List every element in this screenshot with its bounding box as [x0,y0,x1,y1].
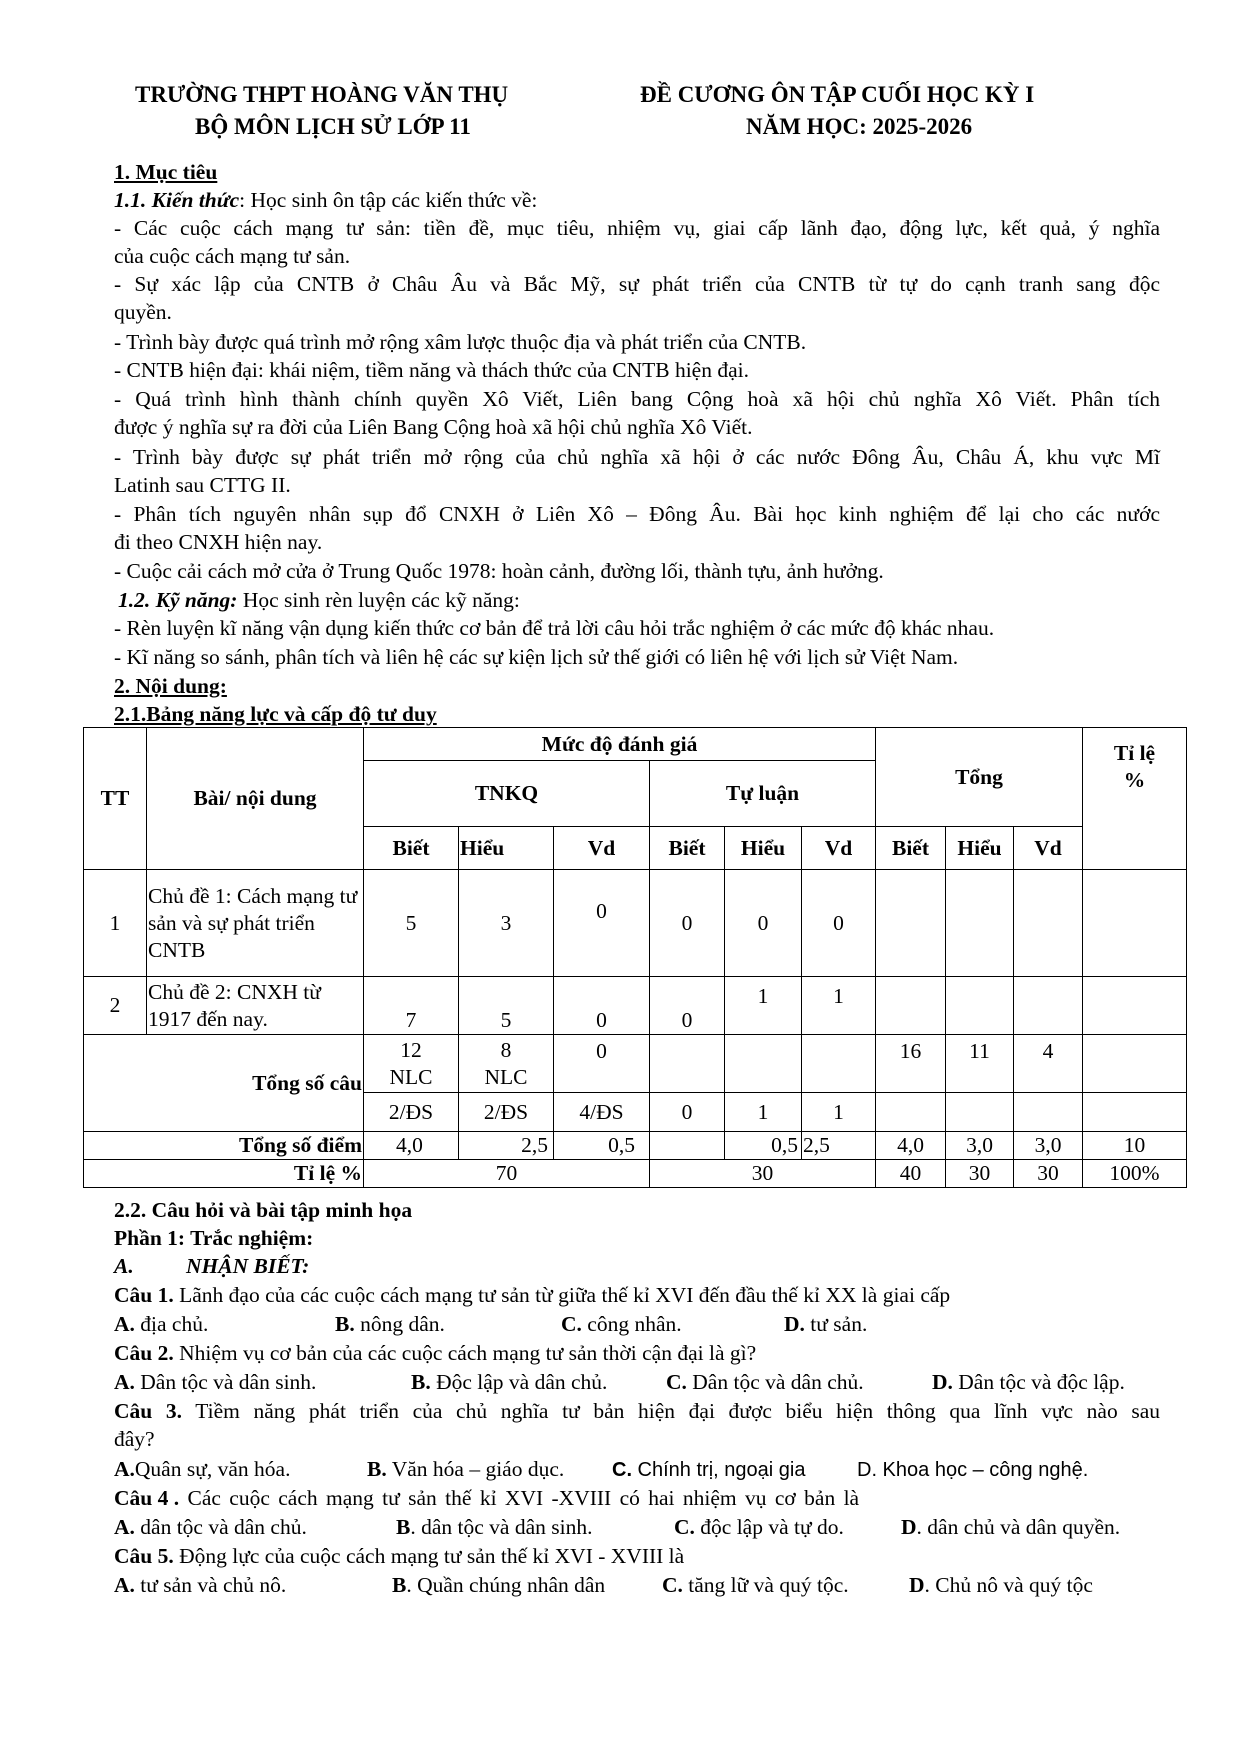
school-name: TRƯỜNG THPT HOÀNG VĂN THỤ [135,82,509,107]
header-biet: Biết [650,827,725,870]
question-3 [114,1397,1160,1425]
cell: 4 [1014,1035,1083,1093]
cell: 70 [364,1160,650,1188]
option-d: D. dân chủ và dân quyền. [901,1515,1121,1539]
objective-line: - Các cuộc cách mạng tư sản: tiền đề, mục tiêu, nhiệm vụ, giai cấp lãnh đạo, động lực, kết quả, ý nghĩa [114,216,1160,240]
option-a: A. tư sản và chủ nô. [114,1573,287,1597]
ratio-label: Tỉ lệ % [84,1160,364,1188]
question-text: Lãnh đạo của các cuộc cách mạng tư sản từ giữa thế kỉ XVI đến đầu thế kỉ XX là giai cấp [173,1283,951,1307]
option-a: A. địa chủ. [114,1312,209,1336]
cell: 0 [725,870,802,977]
cell: 1 [725,977,802,1035]
option-d: D. Khoa học – công nghệ. [857,1459,1089,1481]
option-b: B. Độc lập và dân chủ. [411,1370,608,1394]
header-content: Bài/ nội dung [147,728,364,870]
cell: 2/ĐS [364,1093,459,1132]
question-text: Các cuộc cách mạng tư sản thế kỉ XVI -XVIII có hai nhiệm vụ cơ bản là [179,1486,860,1510]
header-essay: Tự luận [650,761,876,827]
question-5 [114,1542,1160,1570]
option-a: A. dân tộc và dân chủ. [114,1515,307,1539]
cell: 12 NLC [364,1035,459,1093]
table-row [84,977,1187,1035]
header-hieu: Hiểu [459,827,554,870]
cell: 0 [802,870,876,977]
table-row [84,1035,1187,1093]
option-d: D. tư sản. [784,1312,868,1336]
cell: 16 [876,1035,946,1093]
objective-line: - Trình bày được quá trình mở rộng xâm lược thuộc địa và phát triển của CNTB. [114,330,807,354]
header-hieu: Hiểu [946,827,1014,870]
question-3-cont: đây? [114,1427,155,1451]
header-biet: Biết [364,827,459,870]
level-text: NHẬN BIẾT: [186,1254,310,1278]
objective-line: - Sự xác lập của CNTB ở Châu Âu và Bắc Mỹ, sự phát triển của CNTB từ tự do cạnh tranh sang độc [114,272,1160,296]
school-year: NĂM HỌC: 2025-2026 [746,114,973,139]
option-a: A.Quân sự, văn hóa. [114,1457,291,1481]
header-biet: Biết [876,827,946,870]
knowledge-label: 1.1. Kiến thức [114,188,240,212]
question-number: Câu 3. [114,1399,182,1423]
question-4 [114,1484,1160,1512]
skill-line: - Rèn luyện kĩ năng vận dụng kiến thức cơ bản để trả lời câu hỏi trắc nghiệm ở các mức độ khác nhau. [114,616,995,640]
section-1-title: 1. Mục tiêu [114,160,218,184]
option-b: B. Quần chúng nhân dân [392,1573,606,1597]
total-questions-label: Tổng số câu [84,1035,364,1132]
table-title: 2.1.Bảng năng lực và cấp độ tư duy [114,702,437,726]
cell: 0,5 [554,1132,650,1160]
question-1 [114,1281,1160,1309]
option-b: B. nông dân. [335,1312,445,1336]
option-d: D. Chủ nô và quý tộc [909,1573,1093,1597]
objective-line: - Quá trình hình thành chính quyền Xô Viết, Liên bang Cộng hoà xã hội chủ nghĩa Xô Viết. Phân tích [114,387,1160,411]
table-row [84,870,1187,977]
question-number: Câu 4 . [114,1486,180,1510]
option-a: A. Dân tộc và dân sinh. [114,1370,317,1394]
objective-line: đi theo CNXH hiện nay. [114,530,323,554]
objective-line: - CNTB hiện đại: khái niệm, tiềm năng và thách thức của CNTB hiện đại. [114,358,749,382]
row2-tt: 2 [84,977,147,1035]
document-title: ĐỀ CƯƠNG ÔN TẬP CUỐI HỌC KỲ I [640,82,1035,107]
cell: 0 [650,1093,725,1132]
header-vd: Vd [802,827,876,870]
level-letter: A. [114,1254,134,1278]
part-1-title: Phần 1: Trắc nghiệm: [114,1226,314,1250]
cell: 30 [946,1160,1014,1188]
cell: 0,5 [725,1132,802,1160]
option-c: C. tăng lữ và quý tộc. [662,1573,849,1597]
header-vd: Vd [554,827,650,870]
table-row [84,1132,1187,1160]
cell: 4,0 [364,1132,459,1160]
skills-intro: Học sinh rèn luyện các kỹ năng: [237,588,520,612]
cell: 4/ĐS [554,1093,650,1132]
cell: 7 [364,977,459,1035]
cell: 0 [554,870,650,977]
question-number: Câu 5. [114,1544,174,1568]
cell: 0 [554,1035,650,1093]
row1-tt: 1 [84,870,147,977]
cell: 5 [459,977,554,1035]
objective-line: - Phân tích nguyên nhân sụp đổ CNXH ở Liên Xô – Đông Âu. Bài học kinh nghiệm để lại cho các nước [114,502,1160,526]
row1-content: Chủ đề 1: Cách mạng tư sản và sự phát triển CNTB [147,870,364,977]
option-c: C. Chính trị, ngoại gia [612,1459,806,1481]
cell: 10 [1083,1132,1187,1160]
option-b: B. dân tộc và dân sinh. [396,1515,593,1539]
section-2-2-title: 2.2. Câu hỏi và bài tập minh họa [114,1198,413,1222]
question-text: Động lực của cuộc cách mạng tư sản thế kỉ XVI - XVIII là [173,1544,685,1568]
cell: 8 NLC [459,1035,554,1093]
option-d: D. Dân tộc và độc lập. [932,1370,1125,1394]
header-hieu: Hiểu [725,827,802,870]
objective-line: được ý nghĩa sự ra đời của Liên Bang Cộng hoà xã hội chủ nghĩa Xô Viết. [114,415,753,439]
option-c: C. độc lập và tự do. [674,1515,844,1539]
skills-label: 1.2. Kỹ năng: [118,588,238,612]
cell: 0 [554,977,650,1035]
question-number: Câu 2. [114,1341,174,1365]
cell: 3,0 [1014,1132,1083,1160]
question-2 [114,1339,1160,1367]
cell: 30 [1014,1160,1083,1188]
cell: 11 [946,1035,1014,1093]
header-vd: Vd [1014,827,1083,870]
row2-content: Chủ đề 2: CNXH từ 1917 đến nay. [147,977,364,1035]
question-number: Câu 1. [114,1283,174,1307]
cell: 0 [650,977,725,1035]
option-c: C. công nhân. [561,1312,682,1336]
cell: 1 [725,1093,802,1132]
cell: 1 [802,1093,876,1132]
objective-line: quyền. [114,300,172,324]
option-c: C. Dân tộc và dân chủ. [666,1370,864,1394]
question-text: Nhiệm vụ cơ bản của các cuộc cách mạng tư sản thời cận đại là gì? [173,1341,757,1365]
section-2-title: 2. Nội dung: [114,674,227,698]
cell: 2/ĐS [459,1093,554,1132]
objective-line: của cuộc cách mạng tư sản. [114,244,351,268]
knowledge-heading [114,186,1160,214]
total-points-label: Tổng số điểm [84,1132,364,1160]
level-heading [114,1252,1160,1280]
cell: 5 [364,870,459,977]
objective-line: - Trình bày được sự phát triển mở rộng của chủ nghĩa xã hội ở các nước Đông Âu, Châu Á, khu vực Mĩ [114,445,1160,469]
cell: 100% [1083,1160,1187,1188]
cell: 2,5 [802,1132,876,1160]
cell: 3 [459,870,554,977]
cell: 1 [802,977,876,1035]
objective-line: - Cuộc cải cách mở cửa ở Trung Quốc 1978: hoàn cảnh, đường lối, thành tựu, ảnh hưởng. [114,559,884,583]
cell: 4,0 [876,1132,946,1160]
cell: 2,5 [459,1132,554,1160]
header-assessment-level: Mức độ đánh giá [364,728,876,761]
cell: 0 [650,870,725,977]
competency-table [83,727,1187,1188]
header-tt: TT [84,728,147,870]
question-text: Tiềm năng phát triển của chủ nghĩa tư bản hiện đại được biểu hiện thông qua lĩnh vực nào sau [182,1399,1161,1423]
cell: 3,0 [946,1132,1014,1160]
table-row [84,1160,1187,1188]
header-ratio: Tỉ lệ % [1083,728,1187,870]
cell: 40 [876,1160,946,1188]
option-b: B. Văn hóa – giáo dục. [367,1457,565,1481]
skills-heading [118,586,1164,614]
department-name: BỘ MÔN LỊCH SỬ LỚP 11 [195,114,471,139]
header-total: Tổng [876,728,1083,827]
objective-line: Latinh sau CTTG II. [114,473,291,497]
knowledge-intro: : Học sinh ôn tập các kiến thức về: [239,188,538,212]
skill-line: - Kĩ năng so sánh, phân tích và liên hệ các sự kiện lịch sử thế giới có liên hệ với lịch sử Việt Nam. [114,645,959,669]
header-tnkq: TNKQ [364,761,650,827]
cell: 30 [650,1160,876,1188]
